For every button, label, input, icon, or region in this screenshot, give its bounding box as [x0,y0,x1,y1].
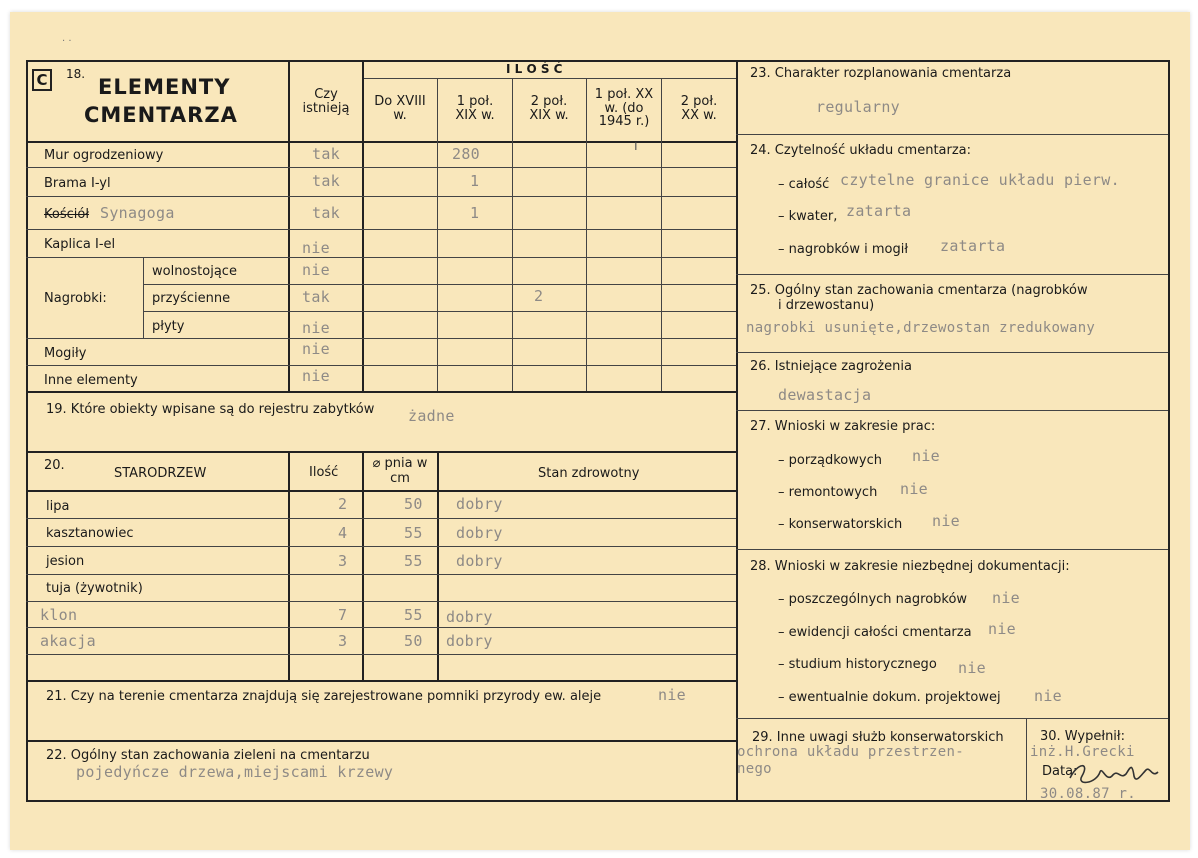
col-period-5: 2 poł. XX w. [680,94,718,123]
s18-row-line [26,338,736,339]
s24-item-1-label: – całość [778,177,830,192]
s25-value: nagrobki usunięte,drzewostan zredukowany [746,320,1096,336]
nagrobki-label: Nagrobki: [44,291,107,306]
s18-col-div-2 [362,60,364,391]
s18-col-div-1 [288,60,290,391]
s24-item-2-value: zatarta [846,202,912,220]
right-row-line [736,134,1168,135]
s25-label-line2: i drzewostanu) [778,298,875,313]
s28-item-3-value: nie [958,659,986,677]
s21-value: nie [658,686,686,704]
tree-qty-kasztanowiec: 4 [338,524,348,542]
tree-diam-jesion: 55 [404,552,423,570]
tree-health-jesion: dobry [456,552,503,570]
row-qty-przyscienne: 2 [534,287,544,305]
tree-diam-lipa: 50 [404,495,423,513]
right-row-line [736,549,1168,550]
tree-species-lipa: lipa [46,499,70,514]
tree-health-lipa: dobry [456,495,503,513]
s18-row-line [143,311,736,312]
tree-diam-kasztanowiec: 55 [404,524,423,542]
row-label-mur: Mur ogrodzeniowy [44,148,164,163]
s20-row-line [26,601,736,602]
tree-species-kasztanowiec: kasztanowiec [46,526,134,541]
row-exists-brama: tak [312,172,340,190]
tree-qty-jesion: 3 [338,552,348,570]
row-label-inne: Inne elementy [44,373,138,388]
corner-letter: C [32,69,52,91]
s20-col-div-1 [288,451,290,680]
handwritten-signature [1066,756,1166,792]
tree-species-tuja: tuja (żywotnik) [46,581,143,596]
row-exists-przyscienne: tak [302,288,330,306]
s24-item-1-value: czytelne granice układu pierw. [840,171,1120,189]
s19-bottom [26,451,736,453]
s18-row-line [26,167,736,168]
s24-item-2-label: – kwater, [778,209,838,224]
s23-label: 23. Charakter rozplanowania cmentarza [750,66,1012,81]
s29-s30-divider [1026,718,1027,800]
s18-bottom [26,391,736,393]
tree-health-akacja: dobry [446,632,493,650]
s28-item-1-label: – poszczególnych nagrobków [778,592,968,607]
row-qty-brama: 1 [470,172,480,190]
tree-health-klon: dobry [446,608,493,626]
s20-col-health: Stan zdrowotny [538,466,640,481]
row-label-przyscienne: przyścienne [152,291,231,306]
s20-col-div-2 [362,451,364,680]
s30-date: 30.08.87 r. [1040,786,1137,802]
s27-label: 27. Wnioski w zakresie prac: [750,419,936,434]
s22-value: pojedyńcze drzewa,miejscami krzewy [76,763,394,781]
s18-row-line [26,257,736,258]
right-row-line [736,718,1168,719]
s24-item-3-label: – nagrobków i mogił [778,242,909,257]
s29-value-line1: ochrona układu przestrzen- [737,744,964,760]
s18-row-line [143,284,736,285]
right-row-line [736,352,1168,353]
s18-col-div-3 [437,79,438,391]
s18-col-div-6 [661,79,662,391]
tree-qty-lipa: 2 [338,495,348,513]
s27-item-3-value: nie [932,512,960,530]
s18-header-bottom [26,141,736,143]
s18-col-div-5 [586,79,587,391]
col-period-1: Do XVIII w. [374,94,426,123]
s28-item-4-label: – ewentualnie dokum. projektowej [778,690,1001,705]
col-exists-header: Czy istnieją [302,87,350,116]
s24-item-3-value: zatarta [940,237,1006,255]
s28-item-2-label: – ewidencji całości cmentarza [778,625,972,640]
right-row-line [736,274,1168,275]
row-label-mogily: Mogiły [44,346,87,361]
s18-row-line [26,229,736,230]
row-exists-mur: tak [312,145,340,163]
tree-diam-akacja: 50 [404,632,423,650]
s25-label-line1: 25. Ogólny stan zachowania cmentarza (nagrobków [750,283,1088,298]
s28-label: 28. Wnioski w zakresie niezbędnej dokumentacji: [750,559,1070,574]
s20-header-bottom [26,490,736,492]
col-period-4: 1 poł. XX w. (do 1945 r.) [594,87,654,130]
s24-label: 24. Czytelność układu cmentarza: [750,143,972,158]
s30-date-label: Data: [1042,764,1078,779]
col-period-3: 2 poł. XIX w. [529,94,569,123]
s18-row-line [26,365,736,366]
row-exists-wolnostojace: nie [302,261,330,279]
s20-number: 20. [44,458,65,473]
s18-title-line1: ELEMENTY [98,75,231,99]
tree-qty-klon: 7 [338,606,348,624]
s21-bottom [26,740,736,742]
s28-item-1-value: nie [992,589,1020,607]
nagrobki-split [143,258,144,338]
row-exists-inne: nie [302,367,330,385]
row-exists-kosciol: tak [312,204,340,222]
tree-species-jesion: jesion [46,554,85,569]
s27-item-1-label: – porządkowych [778,453,882,468]
row-label-wolnostojace: wolnostojące [152,264,237,279]
s26-value: dewastacja [778,386,872,404]
s20-row-line [26,574,736,575]
s20-row-line [26,627,736,628]
s20-row-line [26,518,736,519]
row-typed-synagoga: Synagoga [100,204,175,222]
s28-item-4-value: nie [1034,687,1062,705]
tick-mark: ı [634,139,638,154]
s18-number: 18. [66,67,86,81]
s19-label: 19. Które obiekty wpisane są do rejestru zabytków [46,402,375,417]
s27-item-2-label: – remontowych [778,485,878,500]
s29-label: 29. Inne uwagi służb konserwatorskich [752,730,1004,745]
s30-name: inż.H.Grecki [1030,744,1135,760]
s20-row-line [26,654,736,655]
s20-row-line [26,546,736,547]
s27-item-1-value: nie [912,447,940,465]
col-period-2: 1 poł. XIX w. [455,94,495,123]
ilosc-underline [362,78,736,79]
s18-row-line [26,196,736,197]
tree-species-klon: klon [40,606,78,624]
row-exists-mogily: nie [302,340,330,358]
row-label-kaplica: Kaplica I-el [44,237,116,252]
s27-item-2-value: nie [900,480,928,498]
s20-bottom [26,680,736,682]
s28-item-2-value: nie [988,620,1016,638]
right-row-line [736,410,1168,411]
paper-speck: · · [62,36,72,47]
tree-species-akacja: akacja [40,632,96,650]
s20-col-div-3 [437,451,439,680]
s20-col-qty: Ilość [309,465,339,480]
row-label-plyty: płyty [152,319,185,334]
row-qty-mur: 280 [452,145,480,163]
tree-health-kasztanowiec: dobry [456,524,503,542]
s19-value: żadne [408,407,455,425]
row-label-brama: Brama I-yl [44,176,111,191]
s21-label: 21. Czy na terenie cmentarza znajdują się zarejestrowane pomniki przyrody ew. aleje [46,689,602,704]
s18-title-line2: CMENTARZA [84,103,238,127]
s23-value: regularny [816,98,900,116]
s18-col-div-4 [512,79,513,391]
s26-label: 26. Istniejące zagrożenia [750,359,912,374]
row-label-kosciol: Kościół [44,207,90,222]
s29-value-line2: nego [737,761,772,777]
tree-diam-klon: 55 [404,606,423,624]
tree-qty-akacja: 3 [338,632,348,650]
s20-col-diam: ⌀ pnia w cm [372,456,428,486]
s30-label: 30. Wypełnił: [1040,729,1125,744]
row-exists-kaplica: nie [302,239,330,257]
s22-label: 22. Ogólny stan zachowania zieleni na cmentarzu [46,748,370,763]
row-qty-kosciol: 1 [470,204,480,222]
row-exists-plyty: nie [302,319,330,337]
ilosc-header: I L O Ś Ć [506,62,563,76]
s27-item-3-label: – konserwatorskich [778,517,903,532]
s20-title: STARODRZEW [114,466,207,481]
s28-item-3-label: – studium historycznego [778,657,937,672]
